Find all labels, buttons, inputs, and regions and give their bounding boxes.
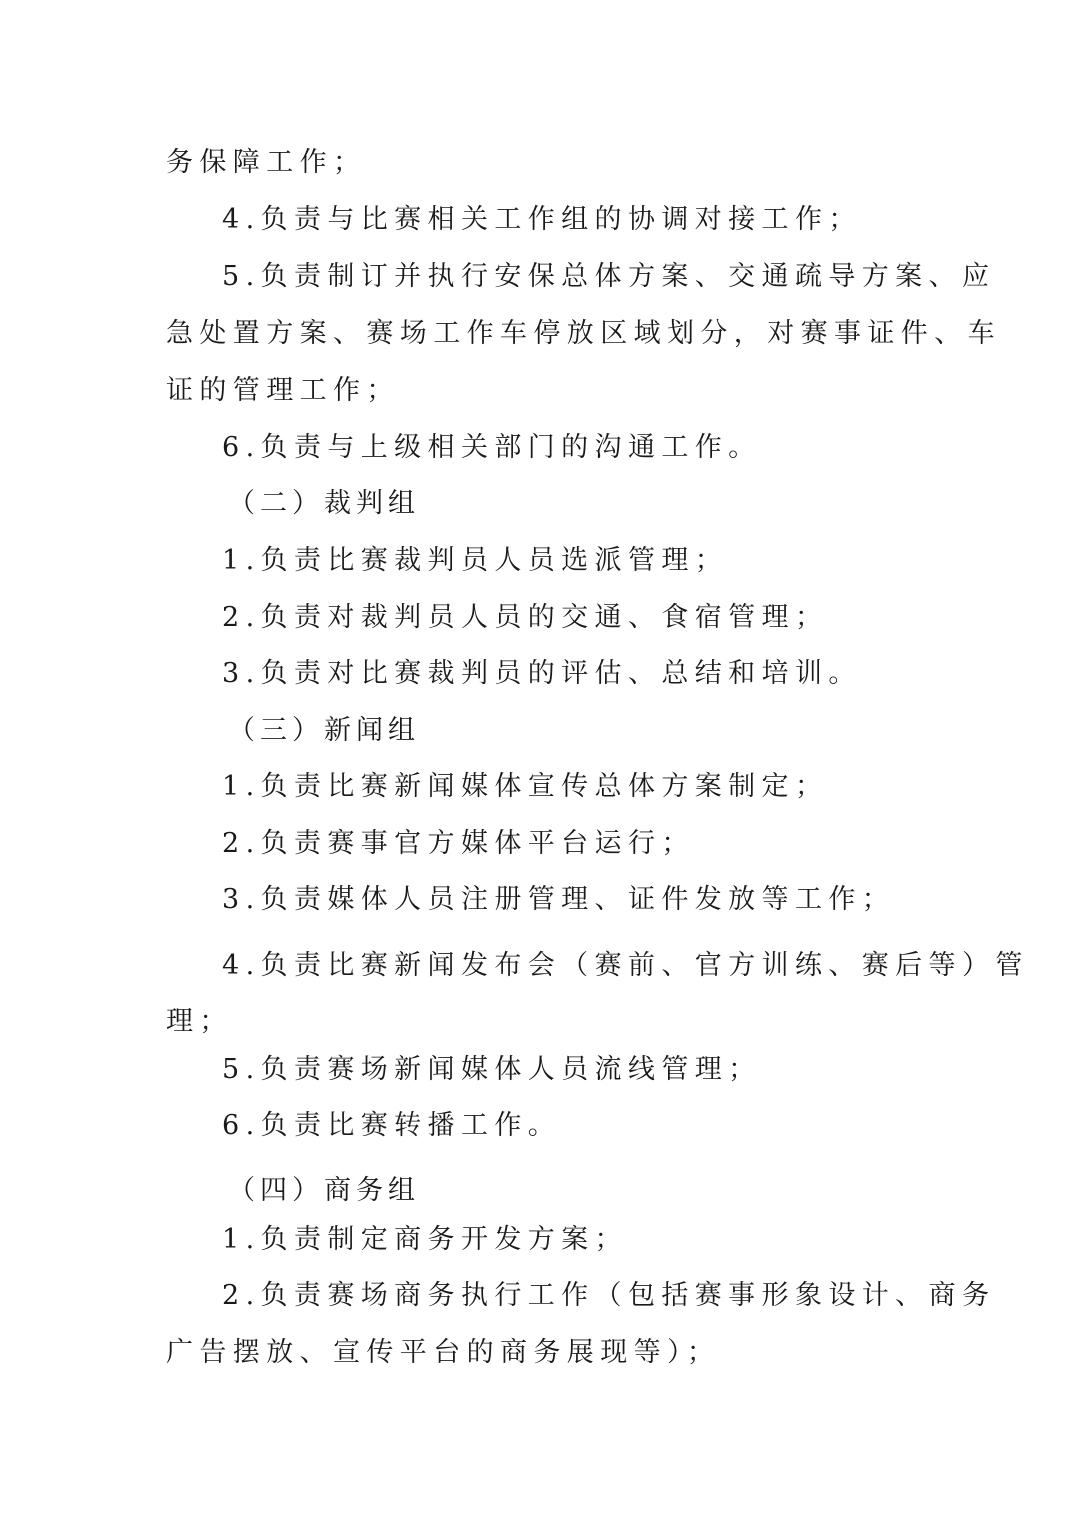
list-item-2-2: 2.负责对裁判员人员的交通、食宿管理；: [222, 602, 829, 633]
list-item-3-5: 5.负责赛场新闻媒体人员流线管理；: [222, 1054, 762, 1085]
list-item-3-6: 6.负责比赛转播工作。: [222, 1110, 562, 1141]
list-item-3-4-cont: 理；: [166, 1006, 233, 1037]
section-heading-news: （三）新闻组: [228, 715, 420, 746]
list-item-3-3: 3.负责媒体人员注册管理、证件发放等工作；: [222, 884, 896, 915]
paragraph-continuation-line: 务保障工作；: [166, 147, 367, 178]
list-item-4-2: 2.负责赛场商务执行工作（包括赛事形象设计、商务: [222, 1280, 996, 1311]
list-item-3-1: 1.负责比赛新闻媒体宣传总体方案制定；: [222, 771, 829, 802]
list-item-1-4: 4.负责与比赛相关工作组的协调对接工作；: [222, 204, 862, 235]
list-item-1-5: 5.负责制订并执行安保总体方案、交通疏导方案、应: [222, 261, 996, 292]
section-heading-referee: （二）裁判组: [228, 488, 420, 519]
list-item-1-5-cont-b: 证的管理工作；: [166, 375, 400, 406]
list-item-1-6: 6.负责与上级相关部门的沟通工作。: [222, 432, 762, 463]
list-item-2-3: 3.负责对比赛裁判员的评估、总结和培训。: [222, 658, 862, 689]
list-item-3-4: 4.负责比赛新闻发布会（赛前、官方训练、赛后等）管: [222, 950, 1029, 981]
list-item-2-1: 1.负责比赛裁判员人员选派管理；: [222, 545, 729, 576]
section-heading-business: （四）商务组: [228, 1175, 420, 1206]
list-item-3-2: 2.负责赛事官方媒体平台运行；: [222, 828, 695, 859]
list-item-4-1: 1.负责制定商务开发方案；: [222, 1224, 628, 1255]
list-item-1-5-cont-a: 急处置方案、赛场工作车停放区域划分，对赛事证件、车: [166, 318, 1001, 349]
list-item-4-2-cont: 广告摆放、宣传平台的商务展现等）；: [166, 1337, 721, 1368]
